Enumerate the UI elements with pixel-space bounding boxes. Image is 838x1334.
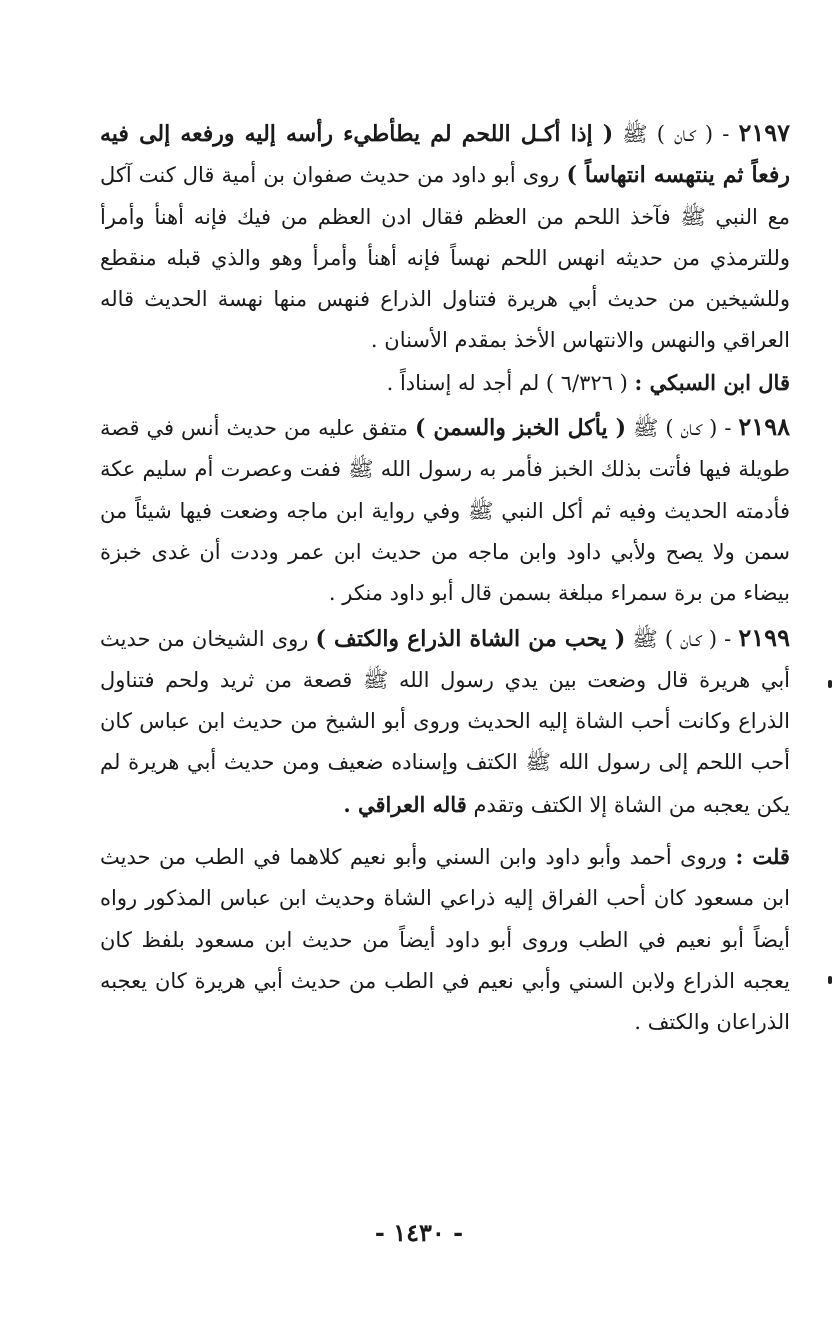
entry-quote: ( يأكل الخبز والسمن ) (414, 415, 626, 442)
text-block (100, 110, 790, 1044)
margin-mark-dot (828, 976, 832, 984)
margin-mark-dot (828, 680, 832, 688)
entry-number: ٢١٩٧ (738, 118, 790, 147)
entry-body: متفق عليه من حديث أنس في قصة طويلة فيها فأتت بذلك الخبز فأمر به رسول الله ﷺ ففت وعصرت أم سليم عكة فأدمته الحديث وفيه ثم أكل النبي ﷺ وفي رواية ابن ماجه وضعت فيها شيئاً من سمن ولا يصح ولأبي داود وابن ماجه من حديث ابن عمر وددت أن غدى خبزة بيضاء من برة سمراء مبلغة بسمن قال أبو داود منكر . (100, 416, 790, 606)
page-number: - ١٤٣٠ - (374, 1218, 464, 1247)
note-body: ( ٦/٣٢٦ ) لم أجد له إسناداً . (386, 370, 628, 395)
entry-number: ٢١٩٩ (738, 622, 790, 652)
entry-body: روى الشيخان من حديث أبي هريرة قال وضعت بين يدي رسول الله ﷺ قصعة من ثريد ولحم فتناول الذراع وكانت أحب الشاة إليه الحديث وروى أبو الشيخ من حديث ابن عباس كان أحب اللحم إلى رسول الله ﷺ الكتف وإسناده ضعيف ومن حديث أبي هريرة لم يكن يعجبه من الشاة إلا الكتف وتقدم (100, 626, 790, 817)
entry-tail: قاله العراقي . (343, 791, 467, 817)
note-qultu (100, 836, 790, 1043)
entry-quote: ( إذا أكـل اللحم لم يطأطيء رأسه إليه ورفعه إلى فيه رفعاً ثم ينتهسه انتهاساً ) (100, 121, 790, 189)
entry-2198 (100, 406, 790, 614)
entry-body: روى أبو داود من حديث صفوان بن أمية قال كنت آكل مع النبي ﷺ فآخذ اللحم من العظم فقال ادن العظم من فيك فإنه أهنأ وأمرأ وللترمذي من حديثه انهس اللحم نهساً فإنه أهنأ وأمرأ وهو والذي قبله منقطع وللشيخين من حديث أبي هريرة فتناول الذراع فنهس منها نهسة الحديث قاله العراقي والنهس والانتهاس الأخذ بمقدم الأسنان . (100, 163, 790, 353)
entry-quote: ( يحب من الشاة الذراع والكتف ) (315, 625, 626, 652)
note-body: وروى أحمد وأبو داود وابن السني وأبو نعيم كلاهما في الطب من حديث ابن مسعود كان أحب الفراق إليه ذراعي الشاة وحديث ابن عباس المذكور رواه أيضاً أبو نعيم في الطب وروى أبو داود أيضاً من حديث ابن مسعود بلفظ كان يعجبه الذراع ولابن السني وأبي نعيم في الطب من حديث أبي هريرة كان يعجبه الذراعان والكتف . (100, 845, 790, 1035)
note-ibn-subki (100, 362, 790, 404)
entry-kana: - ( كـان ) ﷺ (632, 416, 732, 441)
entry-kana: - ( كـان ) ﷺ (632, 626, 732, 651)
entry-number: ٢١٩٨ (738, 412, 790, 442)
entry-kana: - ( كـان ) ﷺ (622, 122, 730, 146)
note-label: قال ابن السبكي : (634, 369, 790, 395)
entry-2197 (100, 112, 790, 362)
entry-2199 (100, 617, 790, 826)
note-label: قلت : (735, 844, 790, 870)
